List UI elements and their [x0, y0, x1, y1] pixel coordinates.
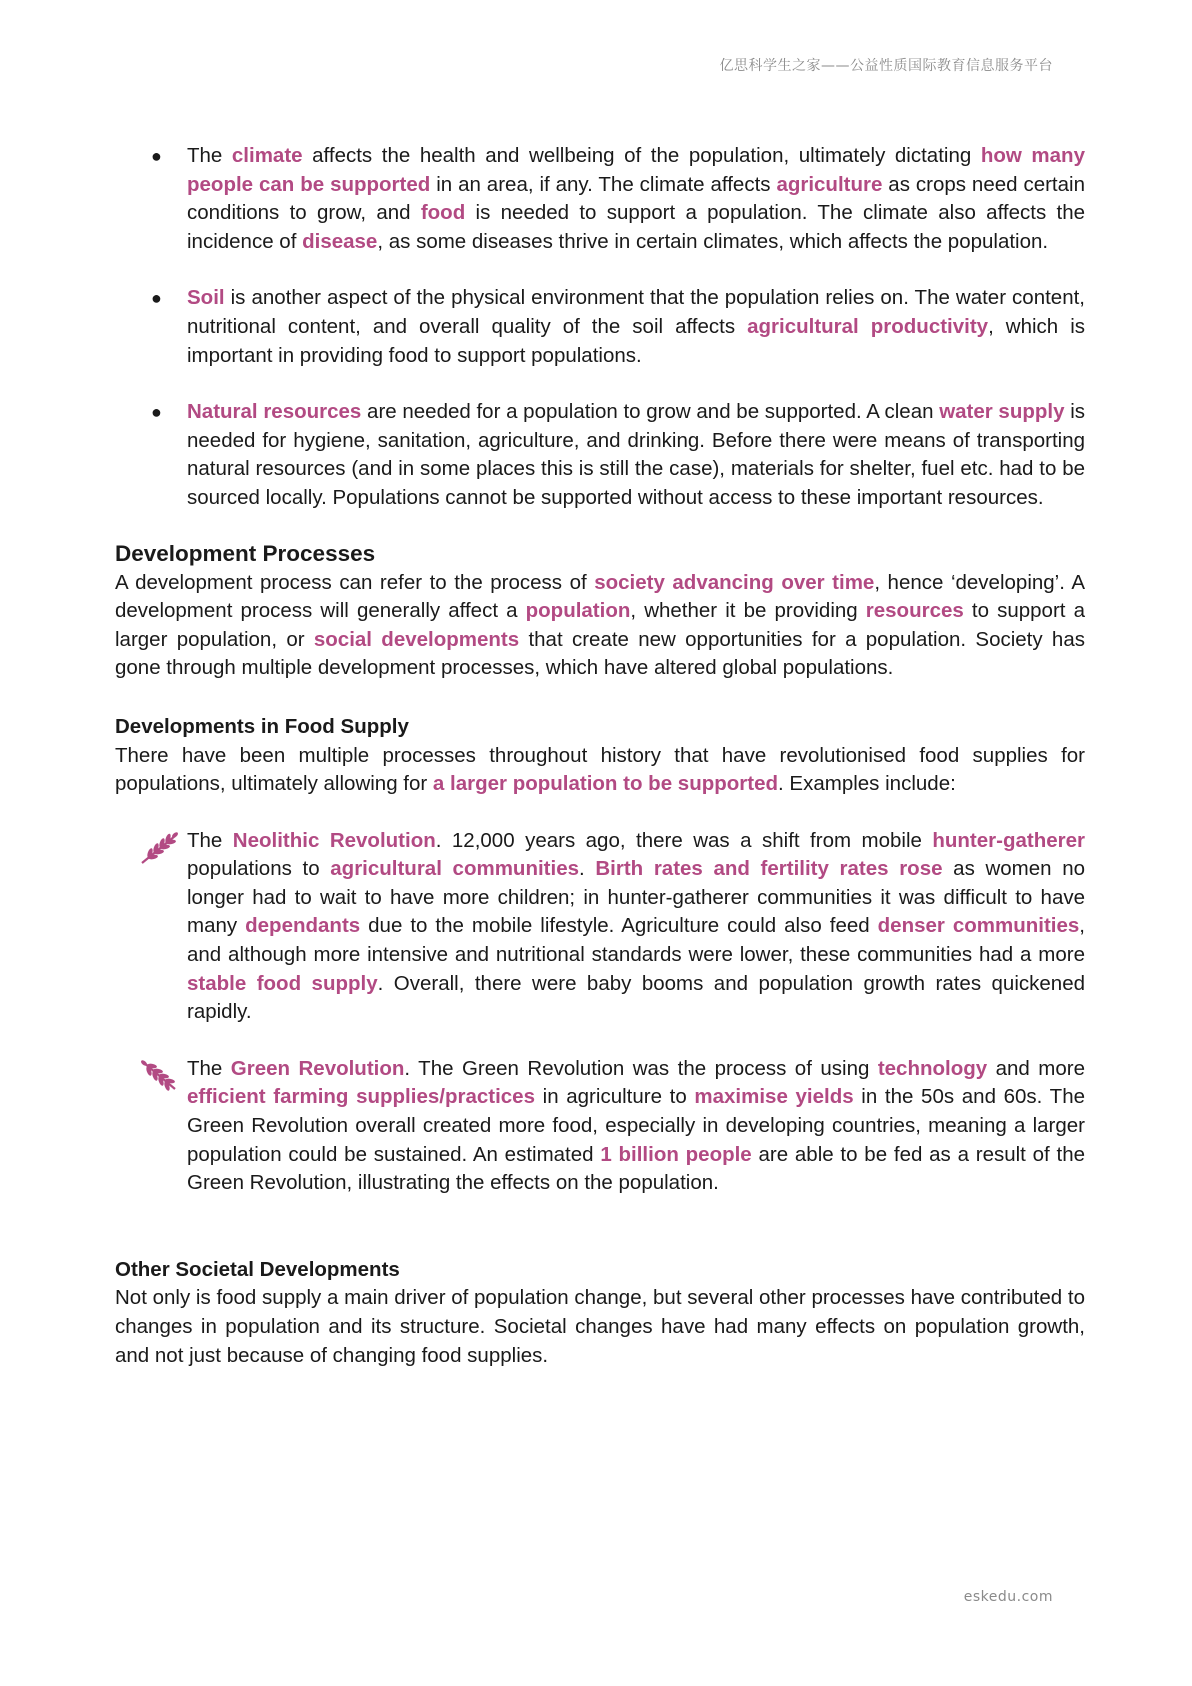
highlight-term: denser communities — [877, 914, 1080, 938]
highlight-term: resources — [865, 599, 964, 623]
bullet-item-natural-resources — [115, 398, 1085, 512]
highlight-term: agricultural communities — [330, 857, 579, 881]
text-run: is needed to support a population. The climate also affects the incidence of — [187, 201, 1085, 253]
text-run: , whether it be providing — [630, 599, 866, 623]
page-header: 亿思科学生之家——公益性质国际教育信息服务平台 — [719, 58, 1053, 74]
highlight-term: social developments — [313, 627, 520, 651]
page-footer: eskedu.com — [963, 1589, 1053, 1605]
text-run: is needed for hygiene, sanitation, agriculture, and drinking. Before there were means of transporting natural resources (and in some places this is still the case), materials for shelter, fuel etc. had to be sourced locally. Populations cannot be supported without access to these important resources. — [187, 400, 1085, 509]
highlight-term: water supply — [939, 400, 1065, 424]
highlight-term: climate — [231, 144, 303, 167]
text-run: and more — [987, 1056, 1085, 1080]
highlight-term: 1 billion people — [600, 1142, 752, 1166]
bullet-dot-icon: ● — [151, 146, 162, 166]
highlight-term: Birth rates and fertility rates rose — [595, 857, 943, 881]
text-run: The — [187, 828, 233, 852]
text-run: . Examples include: — [778, 772, 956, 796]
highlight-term: Soil — [187, 286, 225, 310]
highlight-term: agriculture — [776, 172, 883, 196]
text-run: that create new opportunities for a population. Society has gone through multiple development processes, which have altered global populations. — [115, 627, 1085, 680]
text-run: , and although more intensive and nutritional standards were lower, these communities had a more — [187, 914, 1085, 967]
text-run: due to the mobile lifestyle. Agriculture could also feed — [360, 914, 878, 938]
text-run: , hence ‘developing’. A development process will generally affect a — [115, 570, 1086, 623]
highlight-term: food — [420, 201, 466, 225]
highlight-term: dependants — [245, 914, 361, 938]
highlight-term: maximise yields — [694, 1085, 854, 1109]
section-heading: Other Societal Developments — [115, 1257, 400, 1281]
text-run: populations to — [187, 857, 331, 881]
text-run: to support a larger population, or — [115, 599, 1085, 651]
highlight-term: population — [525, 599, 631, 623]
section-heading: Developments in Food Supply — [115, 714, 409, 738]
text-run: . The Green Revolution was the process of using — [404, 1056, 878, 1080]
text-run: Not only is food supply a main driver of population change, but several other processes have contributed to changes in population and its structure. Societal changes have had many effects on population growth, and not just because of changing food supplies. — [115, 1286, 1085, 1367]
section-food-supply — [115, 713, 1085, 799]
bullet-item-soil — [115, 284, 1085, 370]
section-paragraph — [115, 742, 1085, 799]
highlight-term: agricultural productivity — [747, 314, 989, 338]
highlight-term: technology — [877, 1056, 988, 1080]
highlight-term: stable food supply — [187, 971, 378, 995]
text-run: as women no longer had to wait to have more children; in hunter-gatherer communities it was difficult to have many — [187, 857, 1085, 938]
highlight-term: how many people can be supported — [187, 144, 1085, 196]
bullet-item-climate — [115, 142, 1085, 256]
text-run: is another aspect of the physical environment that the population relies on. The water content, nutritional content, and overall quality of the soil affects — [187, 286, 1085, 338]
text-run: There have been multiple processes throughout history that have revolutionised food supplies for populations, ultimately allowing for — [115, 743, 1085, 796]
text-run: as crops need certain conditions to grow, and — [187, 172, 1085, 225]
text-run: , which is important in providing food to support populations. — [187, 314, 1086, 367]
text-run: in an area, if any. The climate affects — [430, 172, 777, 196]
highlight-term: Neolithic Revolution — [232, 828, 436, 852]
text-run: The — [187, 1056, 231, 1080]
text-run: . 12,000 years ago, there was a shift from mobile — [435, 828, 933, 852]
section-development-processes — [115, 539, 1085, 683]
section-other-developments — [115, 1256, 1085, 1370]
text-run: A development process can refer to the process of — [115, 570, 595, 594]
food-item-text — [187, 827, 1085, 1027]
text-run: are needed for a population to grow and be supported. A clean — [361, 400, 940, 424]
bullet-text — [187, 284, 1085, 370]
text-run: in agriculture to — [534, 1085, 695, 1109]
text-run: , as some diseases thrive in certain climates, which affects the population. — [377, 229, 1049, 253]
text-run: affects the health and wellbeing of the population, ultimately dictating — [302, 144, 981, 167]
highlight-term: Green Revolution — [230, 1056, 405, 1080]
bullet-text — [187, 142, 1085, 256]
wheat-icon — [139, 830, 179, 866]
highlight-term: hunter-gatherer — [932, 828, 1085, 852]
text-run: The — [187, 144, 232, 167]
text-run: in the 50s and 60s. The Green Revolution overall created more food, especially in developing countries, meaning a larger population could be sustained. An estimated — [187, 1085, 1085, 1166]
highlight-term: efficient farming supplies/practices — [187, 1085, 535, 1109]
page-content — [115, 142, 1085, 1370]
highlight-term: society advancing over time — [594, 570, 875, 594]
food-item-text — [187, 1055, 1085, 1198]
food-item-neolithic — [115, 827, 1085, 1027]
highlight-term: disease — [302, 229, 378, 253]
bullet-dot-icon: ● — [151, 288, 162, 309]
wheat-icon — [139, 1058, 179, 1094]
section-heading: Development Processes — [115, 540, 376, 566]
text-run: . Overall, there were baby booms and population growth rates quickened rapidly. — [187, 971, 1085, 1024]
highlight-term: Natural resources — [187, 400, 362, 424]
text-run: are able to be fed as a result of the Green Revolution, illustrating the effects on the population. — [187, 1142, 1086, 1195]
bullet-dot-icon: ● — [151, 402, 162, 423]
section-paragraph — [115, 1284, 1085, 1370]
bullet-text — [187, 398, 1085, 512]
text-run: . — [579, 857, 596, 881]
highlight-term: a larger population to be supported — [432, 772, 779, 796]
section-paragraph — [115, 569, 1085, 683]
food-item-green-revolution — [115, 1055, 1085, 1198]
